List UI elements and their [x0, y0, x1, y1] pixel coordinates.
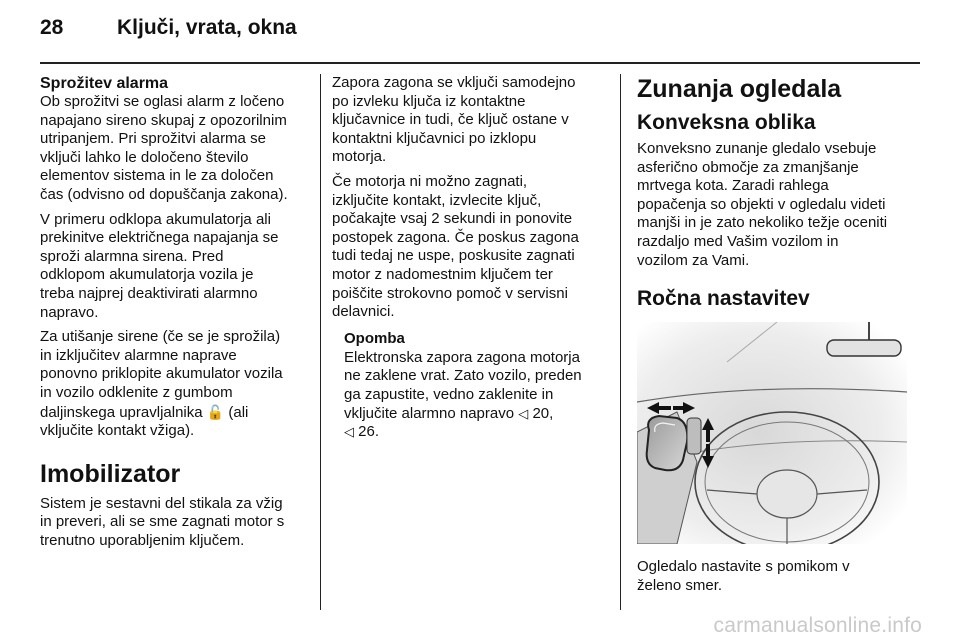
immobilizer-paragraph-1: Zapora zagona se vključi samodejno po izvleku ključa iz kontaktne ključavnice in tudi, če ključ ostane v kontaktni ključavnici po izklopu motorja. — [332, 74, 576, 166]
watermark: carmanualsonline.info — [713, 614, 922, 637]
imobilizator-paragraph: Sistem je sestavni del stikala za vžig in preveri, ali se sme zagnati motor s trenutno uporabljenim ključem. — [40, 494, 285, 549]
note-title: Opomba — [344, 329, 405, 347]
convex-heading: Konveksna oblika — [637, 111, 816, 134]
alarm-paragraph-1: Ob sprožitvi se oglasi alarm z ločeno napajano sireno skupaj z opozorilnim utripanjem. Pri sprožitvi alarma se vključi lahko le določeno število elementov sistema in le za določen čas (odvisno od dopuščanja zakona). — [40, 93, 288, 203]
header-rule — [40, 62, 920, 64]
column-middle — [332, 74, 604, 448]
page-number: 28 — [40, 16, 64, 39]
column-divider — [320, 74, 321, 610]
alarm-paragraph-3-start: Za utišanje sirene (če se je sprožila) in izključitev alarmne naprave ponovno priklopite akumulator vozila in vozilo odklenite z gumbom daljinskega upravljalnika — [40, 328, 283, 421]
convex-paragraph: Konveksno zunanje gledalo vsebuje asferično območje za zmanjšanje mrtvega kota. Zaradi rahlega popačenja so objekti v ogledalu videti manjši in je zato nekoliko težje oceniti razdaljo med Vašim vozilom in vozilom za Vami. — [637, 140, 888, 269]
section-title: Zunanja ogledala — [637, 75, 842, 103]
running-title: Ključi, vrata, okna — [117, 16, 297, 39]
side-mirror — [647, 416, 688, 470]
note-ref-2: 26. — [358, 423, 380, 441]
manual-adjust-heading: Ročna nastavitev — [637, 287, 810, 311]
note-ref-1: 20, — [532, 404, 554, 422]
alarm-paragraph-3-end: (ali vključite kontakt vžiga). — [40, 403, 249, 440]
column-divider — [620, 74, 621, 610]
column-right — [637, 74, 923, 601]
column-left — [40, 74, 308, 556]
note-box — [332, 330, 604, 442]
alarm-trigger-heading: Sprožitev alarma — [40, 75, 169, 92]
alarm-paragraph-3 — [40, 328, 308, 441]
note-text — [344, 349, 604, 442]
manual-adjust-paragraph: Ogledalo nastavite s pomikom v želeno smer. — [637, 558, 850, 594]
page-reference-icon: ◁ — [344, 424, 354, 440]
mirror-adjustment-illustration — [637, 322, 907, 544]
alarm-paragraph-2: V primeru odklopa akumulatorja ali prekinitve električnega napajanja se sproži alarmna sirena. Pred odklopom akumulatorja vozila je treba najprej deaktivirati alarmno napravo. — [40, 210, 279, 321]
note-text-body: Elektronska zapora zagona motorja ne zaklene vrat. Zato vozilo, preden ga zapustite, vedno zaklenite in vključite alarmno napravo — [344, 348, 582, 422]
mirror-adjust-control — [687, 418, 701, 454]
unlock-icon: 🔓 — [206, 403, 225, 420]
imobilizator-heading: Imobilizator — [40, 459, 181, 488]
immobilizer-paragraph-2: Če motorja ni možno zagnati, izključite kontakt, izvlecite ključ, počakajte vsaj 2 sekundi in ponovite postopek zagona. Če poskus zagona tudi tedaj ne uspe, poskusite zagnati motor z nadomestnim ključem ter poiščite strokovno pomoč v servisni delavnici. — [332, 172, 579, 321]
page-reference-icon: ◁ — [518, 405, 529, 421]
